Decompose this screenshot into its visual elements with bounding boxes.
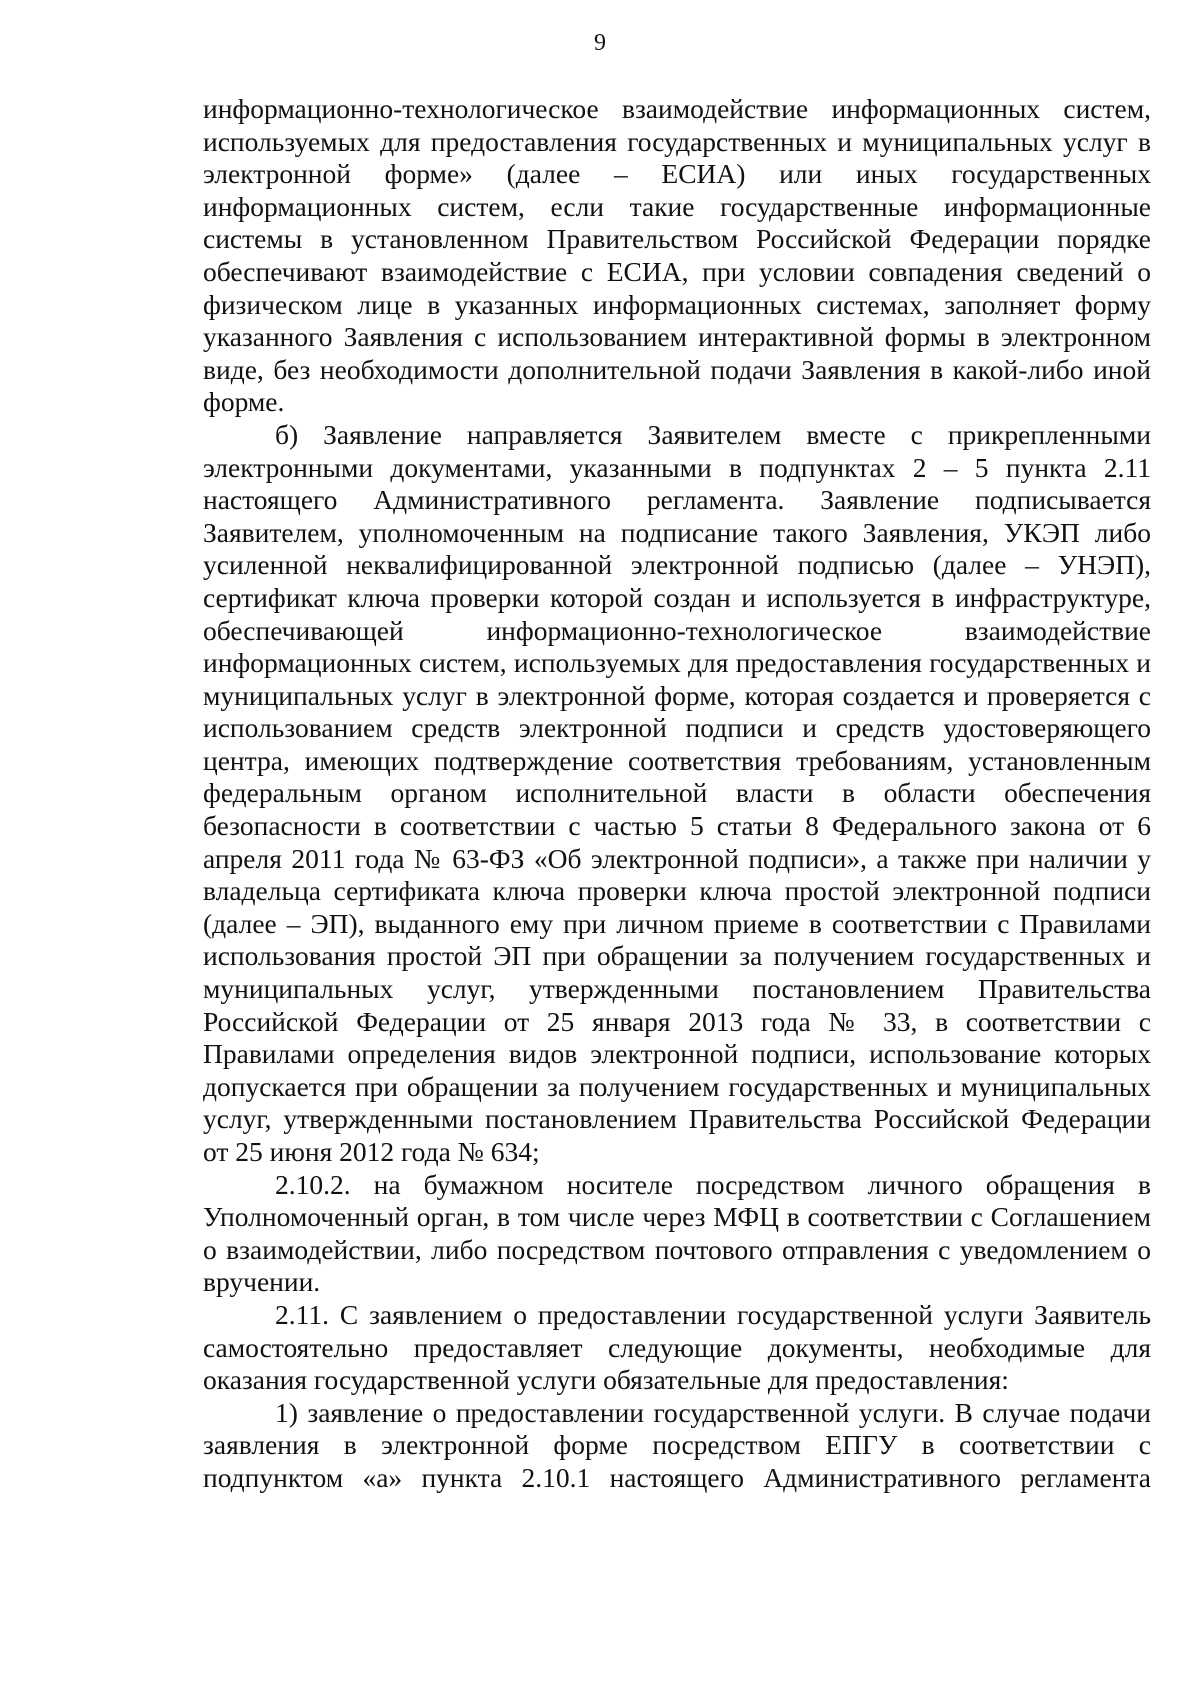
paragraph-b-signature: б) Заявление направляется Заявителем вместе с прикрепленными электронными документами, указанными в подпунктах 2 – 5 пункта 2.11 настоящего Административного регламента. Заявление подписывается Заявителем, уполномоченным на подписание такого Заявления, УКЭП либо усиленной неквалифицированной электронной подписью (далее – УНЭП), сертификат ключа проверки которой создан и используется в инфраструктуре, обеспечивающей информационно-технологическое взаимодействие информационных систем, используемых для предоставления государственных и муниципальных услуг в электронной форме, которая создается и проверяется с использованием средств электронной подписи и средств удостоверяющего центра, имеющих подтверждение соответствия требованиям, установленным федеральным органом исполнительной власти в области обеспечения безопасности в соответствии с частью 5 статьи 8 Федерального закона от 6 апреля 2011 года № 63-ФЗ «Об электронной подписи», а также при наличии у владельца сертификата ключа проверки ключа простой электронной подписи (далее – ЭП), выданного ему при личном приеме в соответствии с Правилами использования простой ЭП при обращении за получением государственных и муниципальных услуг, утвержденными постановлением Правительства Российской Федерации от 25 января 2013 года № 33, в соответствии с Правилами определения видов электронной подписи, использование которых допускается при обращении за получением государственных и муниципальных услуг, утвержденными постановлением Правительства Российской Федерации от 25 июня 2012 года № 634; — [203, 418, 1151, 1167]
paragraph-2-10-2: 2.10.2. на бумажном носителе посредством личного обращения в Уполномоченный орган, в том числе через МФЦ в соответствии с Соглашением о взаимодействии, либо посредством почтового отправления с уведомлением о вручении. — [203, 1168, 1151, 1298]
paragraph-2-11: 2.11. С заявлением о предоставлении государственной услуги Заявитель самостоятельно предоставляет следующие документы, необходимые для оказания государственной услуги обязательные для предоставления: — [203, 1298, 1151, 1396]
page-number: 9 — [594, 30, 606, 56]
paragraph-esia-continuation: информационно-технологическое взаимодействие информационных систем, используемых для предоставления государственных и муниципальных услуг в электронной форме» (далее – ЕСИА) или иных государственных информационных систем, если такие государственные информационные системы в установленном Правительством Российской Федерации порядке обеспечивают взаимодействие с ЕСИА, при условии совпадения сведений о физическом лице в указанных информационных системах, заполняет форму указанного Заявления с использованием интерактивной формы в электронном виде, без необходимости дополнительной подачи Заявления в какой-либо иной форме. — [203, 93, 1151, 418]
paragraph-item-1: 1) заявление о предоставлении государственной услуги. В случае подачи заявления в электронной форме посредством ЕПГУ в соответствии с подпунктом «а» пункта 2.10.1 настоящего Административного регламента — [203, 1396, 1151, 1493]
document-body — [203, 93, 1151, 1495]
